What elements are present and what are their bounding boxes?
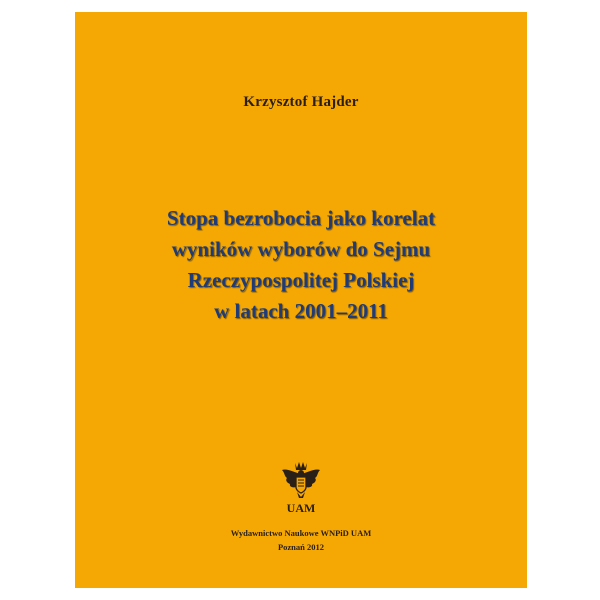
- book-cover: [75, 12, 527, 588]
- logo-text: UAM: [286, 501, 316, 515]
- title-line-1: Stopa bezrobocia jako korelat: [166, 206, 436, 230]
- title-line-2: wyników wyborów do Sejmu: [171, 237, 431, 261]
- book-title: [95, 203, 507, 327]
- publisher-info: [75, 526, 527, 554]
- uam-eagle-logo: [279, 460, 323, 518]
- title-line-4: w latach 2001–2011: [214, 299, 388, 323]
- author-name: Krzysztof Hajder: [243, 94, 359, 110]
- title-line-3: Rzeczypospolitej Polskiej: [187, 268, 415, 292]
- publisher-place-year: Poznań 2012: [277, 542, 325, 552]
- publisher-name: Wydawnictwo Naukowe WNPiD UAM: [230, 528, 372, 538]
